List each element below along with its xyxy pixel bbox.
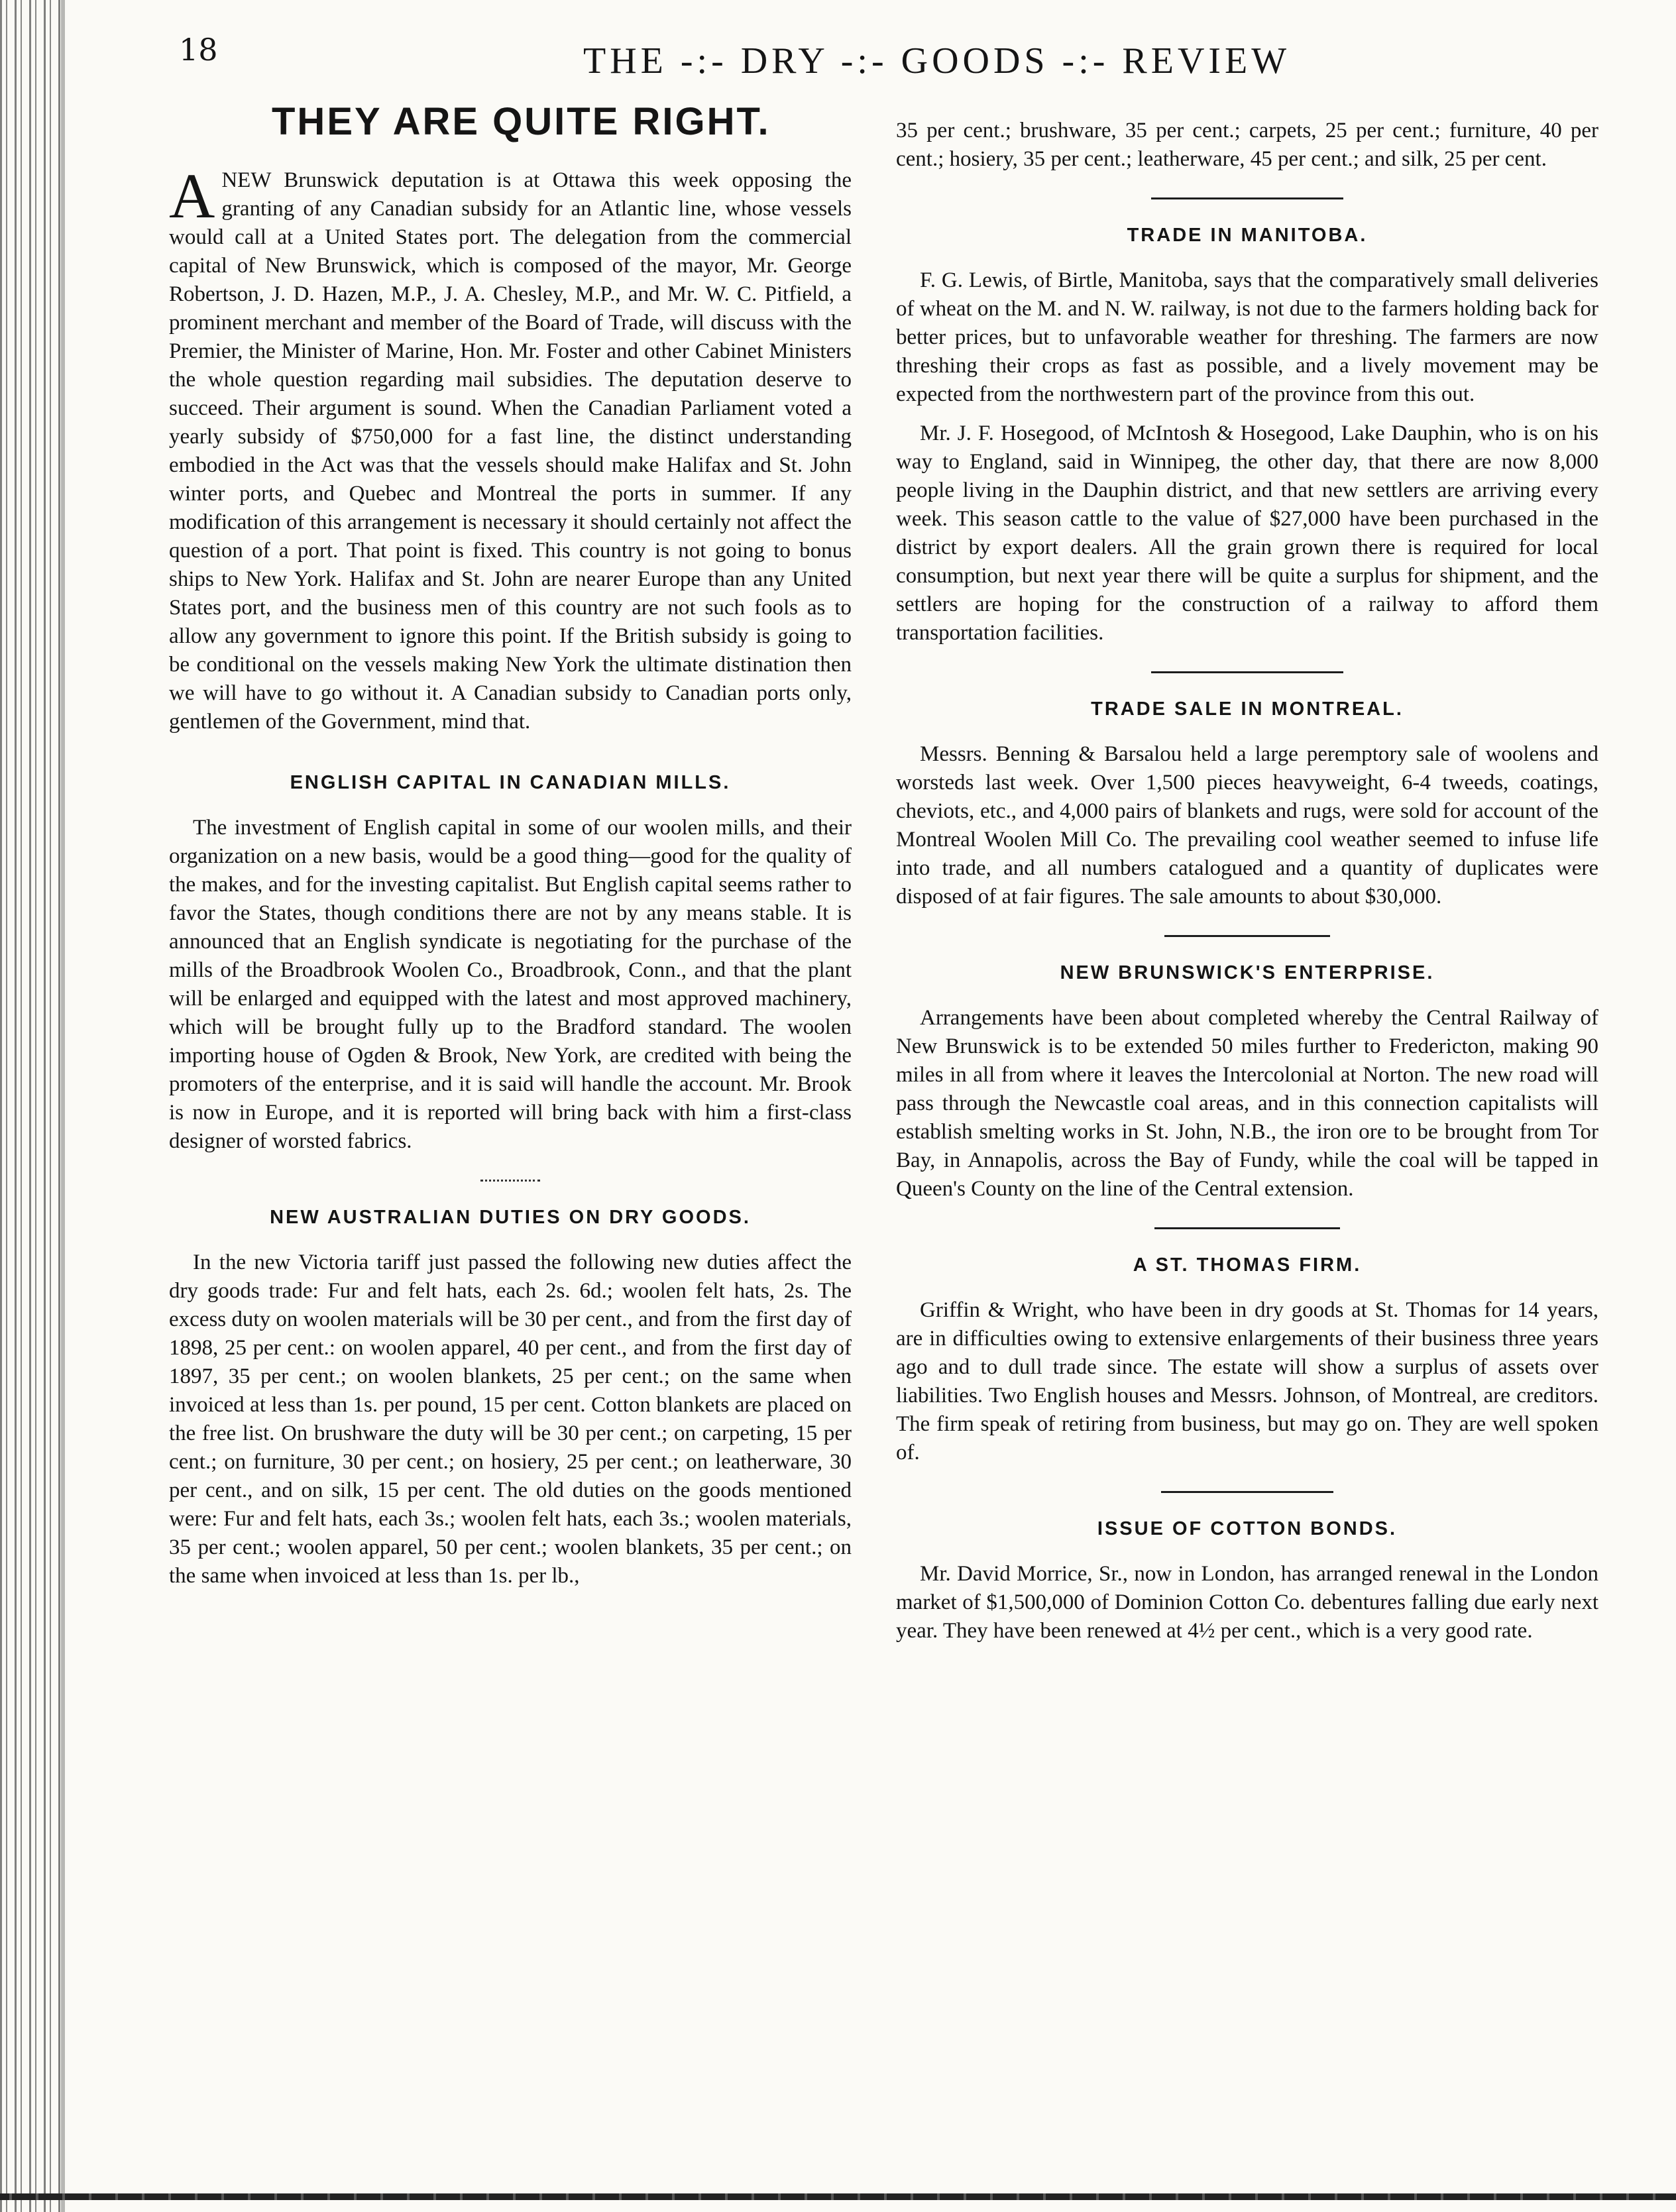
continuation-text: 35 per cent.; brushware, 35 per cent.; carpets, 25 per cent.; furniture, 40 per cent.; hosiery, 35 per cent.; leatherware, 45 per cent.; and silk, 25 per cent. bbox=[896, 119, 1598, 171]
page-bottom-rule bbox=[0, 2193, 1676, 2200]
left-column bbox=[169, 99, 852, 1590]
publication-title: THE -:- DRY -:- GOODS -:- REVIEW bbox=[583, 40, 1291, 82]
article-title-english-capital: ENGLISH CAPITAL IN CANADIAN MILLS. bbox=[290, 772, 731, 793]
right-column bbox=[896, 117, 1598, 1645]
section-divider bbox=[1151, 671, 1343, 673]
article-body-english-capital: The investment of English capital in some of our woolen mills, and their organization on a new basis, would be a good thing—good for the quality of the makes, and for the investing capitalist. But English capital seems rather to favor the States, though conditions there are not by any means stable. It is announced that an English syndicate is negotiating for the purchase of the mills of the Broadbrook Woolen Co., Broadbrook, Conn., and that the plant will be enlarged and equipped with the latest and most approved machinery, which will be brought fully up to the Bradford standard. The woolen importing house of Ogden & Brook, New York, are credited with being the promoters of the enterprise, and it is said will handle the account. Mr. Brook is now in Europe, and it is reported will bring back with him a first-class designer of worsted fabrics. bbox=[169, 816, 852, 1153]
article-body-cotton-bonds: Mr. David Morrice, Sr., now in London, has arranged renewal in the London market of $1,500,000 of Dominion Cotton Co. debentures falling due early next year. They have been renewed at 4½ per cent., which is a very good rate. bbox=[896, 1562, 1598, 1643]
section-divider bbox=[1154, 1227, 1340, 1229]
article-title-cotton-bonds: ISSUE OF COTTON BONDS. bbox=[1097, 1518, 1398, 1539]
article-body-montreal: Messrs. Benning & Barsalou held a large peremptory sale of woolens and worsteds last week. Over 1,500 pieces heavyweight, 6-4 tweeds, coatings, cheviots, etc., and 4,000 pairs of blankets and rugs, were sold for account of the Montreal Woolen Mill Co. The prevailing cool weather seemed to infuse life into trade, and all numbers catalogued and a quantity of duplicates were disposed of at fair figures. The sale amounts to about $30,000. bbox=[896, 742, 1598, 909]
article-title-montreal: TRADE SALE IN MONTREAL. bbox=[1091, 698, 1404, 720]
article-title-st-thomas: A ST. THOMAS FIRM. bbox=[1133, 1254, 1362, 1276]
drop-cap: A bbox=[169, 160, 215, 231]
article-body-manitoba-1: F. G. Lewis, of Birtle, Manitoba, says that the comparatively small deliveries of wheat on the M. and N. W. railway, is not due to the farmers holding back for better prices, but to unfavorable weather for threshing. The farmers are now threshing their crops as fast as possible, and a lively movement may be expected from the northwestern part of the province from this out. bbox=[896, 268, 1598, 406]
article-body-quite-right bbox=[169, 160, 852, 736]
binding-edge-scan bbox=[0, 0, 61, 2212]
article-title-australian-duties: NEW AUSTRALIAN DUTIES ON DRY GOODS. bbox=[270, 1207, 751, 1228]
article-text-quite-right: NEW Brunswick deputation is at Ottawa this week opposing the granting of any Canadian subsidy for an Atlantic line, whose vessels would call at a United States port. The delegation from the commercial capital of New Brunswick, which is composed of the mayor, Mr. George Robertson, J. D. Hazen, M.P., J. A. Chesley, M.P., and Mr. W. C. Pitfield, a prominent merchant and member of the Board of Trade, will discuss with the Premier, the Minister of Marine, Hon. Mr. Foster and other Cabinet Ministers the whole question regarding mail subsidies. The deputation deserve to succeed. Their argument is sound. When the Canadian Parliament voted a yearly subsidy of $750,000 for a fast line, the distinct understanding embodied in the Act was that the vessels should make Halifax and St. John winter ports, and Quebec and Montreal the ports in summer. If any modification of this arrangement is necessary it should certainly not affect the question of a port. That point is fixed. This country is not going to bonus ships to New York. Halifax and St. John are nearer Europe than any United States port, and the business men of this country are not such fools as to allow any government to ignore this point. If the British subsidy is going to be conditional on the vessels making New York the ultimate distination then we will have to go without it. A Canadian subsidy to Canadian ports only, gentlemen of the Government, mind that. bbox=[169, 168, 852, 734]
article-title-quite-right: THEY ARE QUITE RIGHT. bbox=[272, 100, 771, 143]
binding-shadow bbox=[61, 0, 65, 2212]
article-title-new-brunswick: NEW BRUNSWICK'S ENTERPRISE. bbox=[1060, 962, 1435, 983]
article-body-new-brunswick: Arrangements have been about completed whereby the Central Railway of New Brunswick is to be extended 50 miles further to Fredericton, making 90 miles in all from where it leaves the Intercolonial at Norton. The new road will pass through the Newcastle coal areas, and in this connection capitalists will establish smelting works in St. John, N.B., the iron ore to be brought from Tor Bay, in Annapolis, across the Bay of Fundy, while the coal will be tapped in Queen's County on the line of the Central extension. bbox=[896, 1006, 1598, 1201]
section-divider bbox=[1161, 1491, 1333, 1493]
section-divider bbox=[1164, 935, 1330, 937]
article-body-st-thomas: Griffin & Wright, who have been in dry goods at St. Thomas for 14 years, are in difficulties owing to extensive enlargements of their business three years ago and to dull trade since. The estate will show a surplus of assets over liabilities. Two English houses and Messrs. Johnson, of Montreal, are creditors. The firm speak of retiring from business, but may go on. They are well spoken of. bbox=[896, 1298, 1598, 1465]
article-body-australian-duties: In the new Victoria tariff just passed the following new duties affect the dry goods trade: Fur and felt hats, each 2s. 6d.; woolen felt hats, 2s. The excess duty on woolen materials will be 30 per cent., and from the first day of 1898, 25 per cent.: on woolen apparel, 40 per cent., and from the first day of 1897, 35 per cent.; on woolen blankets, 25 per cent.; on the same when invoiced at less than 1s. per pound, 15 per cent. Cotton blankets are placed on the free list. On brushware the duty will be 30 per cent.; on carpeting, 15 per cent.; on furniture, 30 per cent.; on hosiery, 25 per cent.; on leatherware, 30 per cent., and on silk, 15 per cent. The old duties on the goods mentioned were: Fur and felt hats, each 3s.; woolen felt hats, each 3s.; woolen materials, 35 per cent.; woolen apparel, 50 per cent.; woolen blankets, 35 per cent.; on the same when invoiced at less than 1s. per lb., bbox=[169, 1250, 852, 1588]
article-title-manitoba: TRADE IN MANITOBA. bbox=[1127, 225, 1368, 246]
section-divider bbox=[480, 1180, 540, 1182]
article-body-manitoba-2: Mr. J. F. Hosegood, of McIntosh & Hosegood, Lake Dauphin, who is on his way to England, said in Winnipeg, the other day, that there are now 8,000 people living in the Dauphin district, and that new settlers are arriving every week. This season cattle to the value of $27,000 have been purchased in the district by export dealers. All the grain grown there is required for local consumption, but next year there will be quite a surplus for shipment, and the settlers are hoping for the construction of a railway to afford them transportation facilities. bbox=[896, 421, 1598, 645]
page-number: 18 bbox=[179, 32, 218, 68]
section-divider bbox=[1151, 197, 1343, 199]
